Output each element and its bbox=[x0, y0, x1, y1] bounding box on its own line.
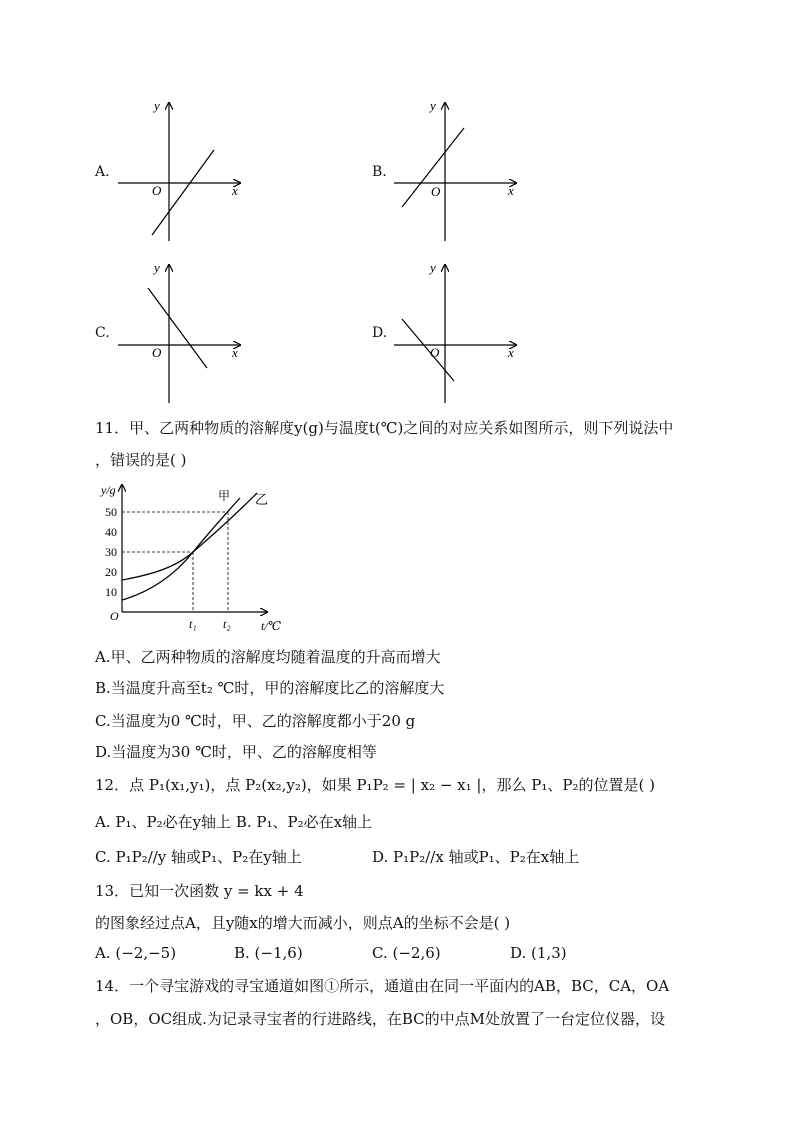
option-a-label: A. bbox=[95, 164, 110, 180]
curve-jia bbox=[122, 498, 240, 600]
x-tick-t1: t₁ bbox=[189, 617, 197, 631]
option-a-graph bbox=[112, 95, 252, 245]
q12-option-d: D. P₁P₂//x 轴或P₁、P₂在x轴上 bbox=[372, 848, 580, 866]
origin-label: O bbox=[110, 609, 119, 623]
origin-label: O bbox=[152, 345, 162, 360]
curve-yi bbox=[122, 493, 257, 580]
q11-option-b: B.当温度升高至t₂ ℃时，甲的溶解度比乙的溶解度大 bbox=[95, 679, 445, 697]
x-tick-t2: t₂ bbox=[223, 617, 231, 631]
x-axis-label: x bbox=[508, 183, 514, 198]
q11-stem-line2: ，错误的是( ) bbox=[95, 451, 187, 469]
option-b-graph bbox=[388, 95, 528, 245]
option-d-graph bbox=[388, 257, 528, 407]
x-axis-label: x bbox=[232, 345, 238, 360]
option-b-label: B. bbox=[372, 164, 387, 180]
y-axis-label: y/g bbox=[101, 483, 116, 497]
function-line bbox=[402, 319, 454, 381]
y-tick-10: 10 bbox=[105, 585, 117, 599]
origin-label: O bbox=[430, 345, 440, 360]
y-tick-20: 20 bbox=[105, 565, 117, 579]
q13-option-b: B. (−1,6) bbox=[234, 944, 303, 962]
q13-stem-line2: 的图象经过点A，且y随x的增大而减小，则点A的坐标不会是( ) bbox=[95, 914, 511, 932]
q14-line2: ，OB，OC组成.为记录寻宝者的行进路线，在BC的中点M处放置了一台定位仪器，设 bbox=[95, 1010, 666, 1028]
q14-line1: 14．一个寻宝游戏的寻宝通道如图①所示，通道由在同一平面内的AB，BC，CA，OA bbox=[95, 977, 670, 995]
q13-option-d: D. (1,3) bbox=[510, 944, 567, 962]
origin-label: O bbox=[431, 184, 441, 199]
option-d-label: D. bbox=[372, 325, 388, 341]
q12-option-ab: A. P₁、P₂必在y轴上 B. P₁、P₂必在x轴上 bbox=[95, 813, 373, 831]
origin-label: O bbox=[152, 183, 162, 198]
q11-option-d: D.当温度为30 ℃时，甲、乙的溶解度相等 bbox=[95, 743, 377, 761]
x-axis-label: t/℃ bbox=[261, 619, 282, 633]
option-c-label: C. bbox=[95, 325, 110, 341]
x-axis-label: x bbox=[508, 345, 514, 360]
q13-option-a: A. (−2,−5) bbox=[95, 944, 177, 962]
q12-stem: 12．点 P₁(x₁,y₁)，点 P₂(x₂,y₂)，如果 P₁P₂ = | x₂ − x₁ |，那么 P₁、P₂的位置是( ) bbox=[95, 776, 655, 794]
y-axis-label: y bbox=[430, 98, 436, 113]
q13-option-c: C. (−2,6) bbox=[372, 944, 441, 962]
y-tick-30: 30 bbox=[105, 545, 117, 559]
q11-stem-line1: 11．甲、乙两种物质的溶解度y(g)与温度t(℃)之间的对应关系如图所示，则下列说法中 bbox=[95, 419, 674, 437]
q11-option-a: A.甲、乙两种物质的溶解度均随着温度的升高而增大 bbox=[95, 648, 441, 666]
q11-solubility-chart bbox=[95, 480, 295, 635]
q12-option-c: C. P₁P₂//y 轴或P₁、P₂在y轴上 bbox=[95, 848, 302, 866]
curve-yi-label: 乙 bbox=[255, 492, 269, 507]
option-c-graph bbox=[112, 257, 252, 407]
y-axis-label: y bbox=[430, 260, 436, 275]
q13-stem-line1: 13．已知一次函数 y = kx + 4 bbox=[95, 882, 304, 900]
x-axis-label: x bbox=[232, 183, 238, 198]
y-tick-40: 40 bbox=[105, 525, 117, 539]
y-axis-label: y bbox=[154, 260, 160, 275]
y-tick-50: 50 bbox=[105, 505, 117, 519]
q11-option-c: C.当温度为0 ℃时，甲、乙的溶解度都小于20 g bbox=[95, 712, 416, 730]
y-axis-label: y bbox=[154, 98, 160, 113]
curve-jia-label: 甲 bbox=[218, 489, 231, 503]
